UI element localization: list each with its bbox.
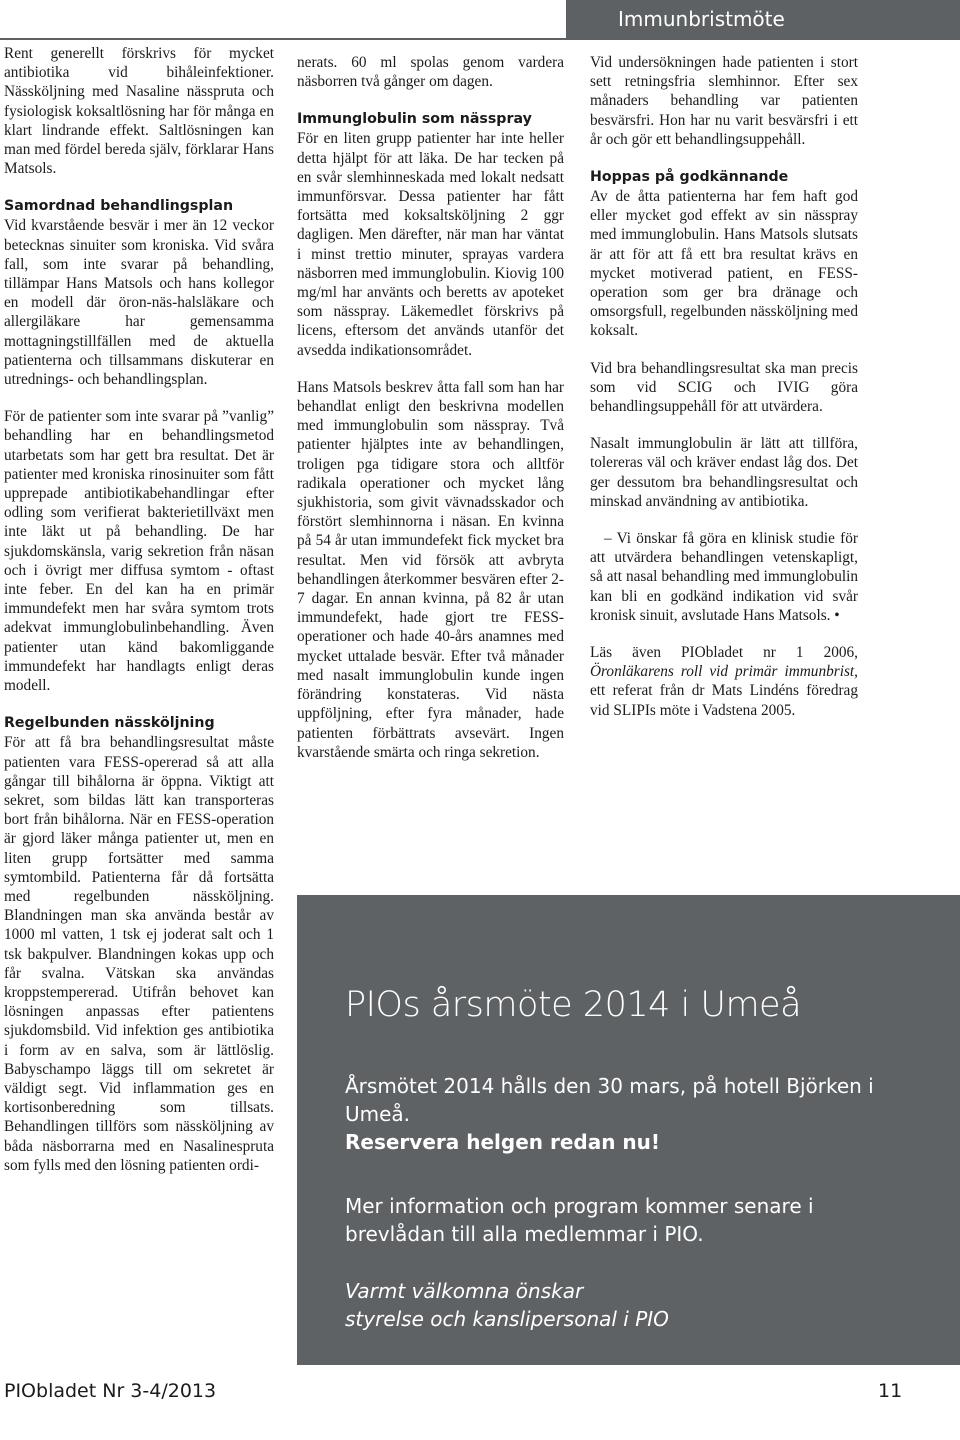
ad-title: PIOs årsmöte 2014 i Umeå [345, 985, 802, 1025]
paragraph: Av de åtta patienterna har fem haft god eller mycket god effekt av sin nässpray med immunglobulin. Hans Matsols slutsats är att för att få ett bra resultat krävs en mycket motiverad patient, en FESS-operation som ger bra dränage och omsorgsfull, regelbunden nässköljning med koksalt. [590, 188, 858, 340]
page-number: 11 [878, 1380, 903, 1402]
footer-issue: PIObladet Nr 3-4/2013 [4, 1380, 217, 1402]
column-2 [297, 53, 564, 762]
paragraph: Vid bra behandlingsresultat ska man precis som vid SCIG och IVIG göra behandlingsuppehåll för att utvärdera. [590, 359, 858, 416]
ad-greeting-line: Varmt välkomna önskar [345, 1279, 584, 1303]
ad-emphasis: Reservera helgen redan nu! [345, 1130, 660, 1154]
paragraph: nerats. 60 ml spolas genom vardera näsborren två gånger om dagen. [297, 54, 564, 91]
paragraph: Rent generellt förskrivs för mycket antibiotika vid bihåleinfektioner. Nässköljning med Nasaline nässpruta och fysiologisk koksaltlösning har för många en klart lindrande effekt. Saltlösningen kan man med fördel bereda själv, förklarar Hans Matsols. [4, 45, 274, 178]
paragraph: Hans Matsols beskrev åtta fall som han har behandlat enligt den beskrivna modellen med immunglobulin som nässpray. Två patienter hjälptes inte av behandlingen, troligen pga tidigare stora och alltför radikala operationer och mycket lång sjukhistoria, som givit vävnadsskador och förstört slemhinnorna i näsan. En kvinna på 54 år utan immundefekt fick mycket bra resultat. Men vid försök att avbryta behandlingen återkommer besvären efter 2-7 dagar. En annan kvinna, på 82 år utan immundefekt, hade gjort tre FESS-operationer och hade 40-års anamnes med mycket uttalade besvär. Efter två månader med nasalt immunglobulin kunde ingen förändring konstateras. Vid nästa uppföljning, efter fyra månader, hade patienten förbättrats avsevärt. Ingen kvarstående smärta och ringa sekretion. [297, 378, 564, 761]
paragraph: För de patienter som inte svarar på ”vanlig” behandling har en behandlingsmetod utarbetats som har gett bra resultat. Det är patienter med kroniska rinosinuiter som fått upprepade antibiotikabehandlingar efter odling som verifierat bakterietillväxt men inte läkt ut på behandling. De har sjukdomskänsla, varig sekretion från näsan och i övrigt mer diffusa symtom - oftast inte feber. En del kan ha en primär immundefekt men har svåra symtom trots adekvat immunglobulinbehandling. Även patienter utan känd bakomliggande immundefekt har handlagts enligt deras modell. [4, 408, 274, 695]
section-tab [566, 0, 960, 38]
reference-text: Läs även PIObladet nr 1 2006, [590, 644, 858, 662]
paragraph: För att få bra behandlingsresultat måste patienten vara FESS-opererad så att alla gångar till bihålorna är öppna. Viktigt att sekret, som bildas lätt kan transporteras bort från bihålorna. När en FESS-operation är gjord läker många patienter ut, men en liten grupp fortsätter med samma symtombild. Patienterna får då fortsätta med regelbunden nässköljning. Blandningen man ska använda består av 1000 ml vatten, 1 tsk ej joderat salt och 1 tsk bakpulver. Blandningen kokas upp och får svalna. Vätskan ska användas kroppstempererad. Utifrån behovet kan lösningen anpassas efter patientens sjukdomsbild. Vid infektion ges antibiotika i form av en salva, som är lättlöslig. Babyschampo läggs till om sekretet är väldigt segt. Vid inflammation ges en kortisonberedning som tillsats. Behandlingen tillförs som nässköljning av båda näsborrarna med en Nasalinespruta som fylls med den lösning patienten ordi- [4, 734, 274, 1174]
ad-greeting [345, 1277, 905, 1333]
reference-paragraph [590, 643, 858, 720]
subheading: Samordnad behandlingsplan [4, 198, 234, 215]
subheading: Immunglobulin som nässpray [297, 111, 532, 128]
column-1 [4, 44, 274, 1175]
reference-text: , ett referat från dr Mats Lindéns föredrag vid SLIPIs möte i Vadstena 2005. [590, 663, 858, 719]
reference-title: Öronläkarens roll vid primär immunbrist [590, 663, 855, 681]
section-title: Immunbristmöte [618, 7, 785, 31]
ad-paragraph: Mer information och program kommer senare i brevlådan till alla medlemmar i PIO. [345, 1194, 814, 1246]
paragraph: Nasalt immunglobulin är lätt att tillföra, tolereras väl och kräver endast låg dos. Det ger dessutom bra behandlingsresultat och minskad användning av antibiotika. [590, 435, 858, 510]
paragraph: – Vi önskar få göra en klinisk studie för att utvärdera behandlingen vetenskapligt, så att nasal behandling med immunglobulin kan bli en godkänd indikation vid svår kronisk sinuit, avslutade Hans Matsols. • [590, 530, 858, 624]
column-3 [590, 53, 858, 720]
paragraph: Vid kvarstående besvär i mer än 12 veckor betecknas sinuiter som kroniska. Vid svåra fall, som inte svarar på behandling, tillämpar Hans Matsols och hans kollegor en modell där öron-näs-halsläkare och allergiläkare har gemensamma mottagningstillfällen med de aktuella patienterna och tillsammans diskuterar en utrednings- och behandlingsplan. [4, 217, 274, 389]
header-rule [0, 38, 960, 40]
ad-greeting-line: styrelse och kanslipersonal i PIO [345, 1307, 669, 1331]
paragraph: Vid undersökningen hade patienten i stort sett retningsfria slemhinnor. Efter sex månaders behandling var patienten besvärsfri. Hon har nu varit besvärsfri i ett år och gör ett behandlingsuppehåll. [590, 54, 858, 148]
paragraph: För en liten grupp patienter har inte heller detta hjälpt för att läka. De har tecken på en svår slemhinneskada med lokalt nedsatt immunförsvar. Dessa patienter har fått fortsätta med koksaltsköljning 2 ggr dagligen. Men därefter, när man har väntat i minst trettio minuter, sprayas vardera näsborren med immunglobulin. Kiovig 100 mg/ml har använts och beretts av apoteket som nässpray. Läkemedlet förskrivs på licens, eftersom det används utanför det avsedda indikationsområdet. [297, 130, 564, 359]
subheading: Regelbunden nässköljning [4, 715, 215, 732]
annual-meeting-ad [297, 895, 960, 1365]
ad-paragraph [345, 1072, 905, 1156]
subheading: Hoppas på godkännande [590, 169, 789, 186]
ad-text: Årsmötet 2014 hålls den 30 mars, på hotell Björken i Umeå. [345, 1074, 874, 1126]
